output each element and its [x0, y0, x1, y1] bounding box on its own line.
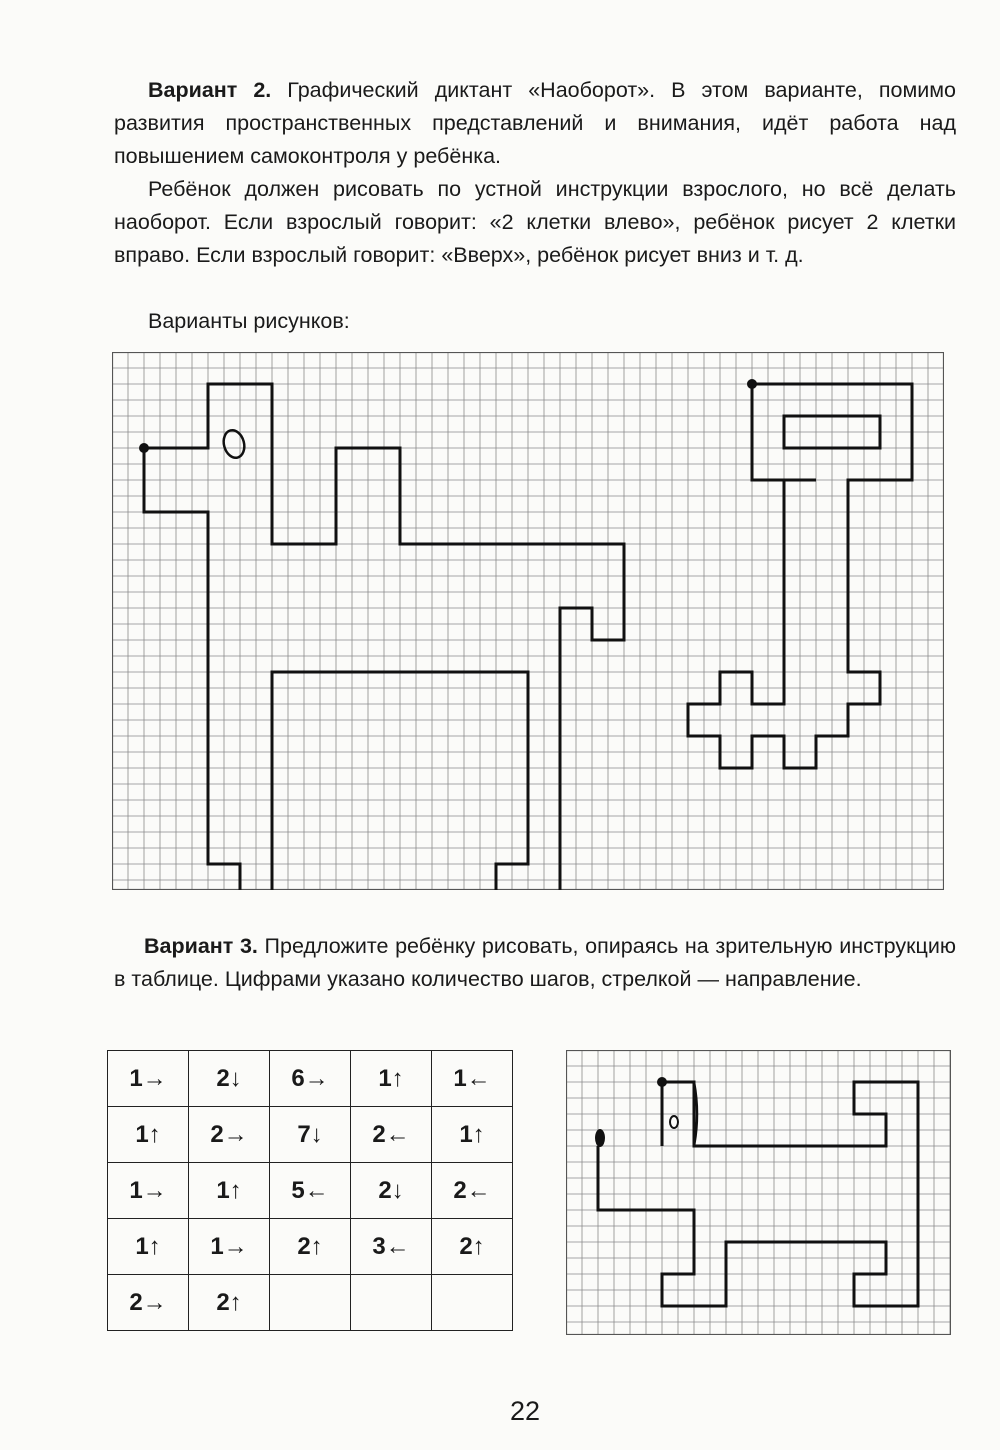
- example-dog-eye: [670, 1116, 678, 1128]
- page-number: 22: [509, 1396, 541, 1426]
- table-cell: 2→: [108, 1275, 189, 1331]
- table-row: [108, 1219, 513, 1275]
- variant3-text: Предложите ребёнку рисовать, опираясь на зрительную инструкцию в таблице. Цифрами указано количество шагов, стрелкой — направление.: [114, 934, 957, 991]
- table-cell: 3←: [351, 1219, 432, 1275]
- variant3-intro: [114, 930, 956, 996]
- table-cell: 2→: [189, 1107, 270, 1163]
- table-cell: 2↑: [189, 1275, 270, 1331]
- table-cell: 2↑: [432, 1219, 513, 1275]
- variant2-instructions: Ребёнок должен рисовать по устной инструкции взрослого, но всё делать наоборот. Если взрослый говорит: «2 клетки влево», ребёнок рисует 2 клетки вправо. Если взрослый говорит: «Вверх», ребёнок рисует вниз и т. д.: [114, 177, 956, 267]
- table-row: [108, 1163, 513, 1219]
- instruction-table: [107, 1050, 513, 1331]
- table-cell: 6→: [270, 1051, 351, 1107]
- table-cell: 1←: [432, 1051, 513, 1107]
- table-cell: 1→: [108, 1051, 189, 1107]
- table-cell: 2↑: [270, 1219, 351, 1275]
- table-cell: 2↓: [351, 1163, 432, 1219]
- table-cell: 1→: [189, 1219, 270, 1275]
- dog-start-dot: [139, 443, 149, 453]
- example-dog-nose: [595, 1129, 605, 1147]
- drawing-grid-dog-and-key: [112, 352, 944, 890]
- table-cell: 1↑: [108, 1107, 189, 1163]
- table-cell: 1↑: [108, 1219, 189, 1275]
- table-cell: [270, 1275, 351, 1331]
- table-row: [108, 1107, 513, 1163]
- table-row: [108, 1051, 513, 1107]
- table-cell: 1↑: [351, 1051, 432, 1107]
- table-cell: 5←: [270, 1163, 351, 1219]
- table-cell: [351, 1275, 432, 1331]
- dog-eye: [221, 428, 248, 460]
- table-cell: 1↑: [189, 1163, 270, 1219]
- grid-border: [567, 1051, 951, 1335]
- variant2-drawings-caption: Варианты рисунков:: [148, 309, 350, 333]
- key-start-dot: [747, 379, 757, 389]
- variant2-label: Вариант 2.: [148, 78, 272, 102]
- variant2-intro: [114, 74, 956, 173]
- variant3-label: Вариант 3.: [144, 934, 258, 958]
- table-cell: 2←: [432, 1163, 513, 1219]
- table-row: [108, 1275, 513, 1331]
- table-cell: [432, 1275, 513, 1331]
- table-cell: 2←: [351, 1107, 432, 1163]
- table-cell: 2↓: [189, 1051, 270, 1107]
- table-cell: 1→: [108, 1163, 189, 1219]
- example-dog-start-dot: [657, 1077, 667, 1087]
- variant2-text1: Графический диктант «Наоборот». В этом варианте, помимо развития пространственных представлений и внимания, идёт работа над повышением самоконтроля у ребёнка.: [114, 78, 956, 168]
- example-drawing-grid-dog: [566, 1050, 951, 1335]
- table-cell: 1↑: [432, 1107, 513, 1163]
- table-cell: 7↓: [270, 1107, 351, 1163]
- grid-lines: [566, 1050, 951, 1335]
